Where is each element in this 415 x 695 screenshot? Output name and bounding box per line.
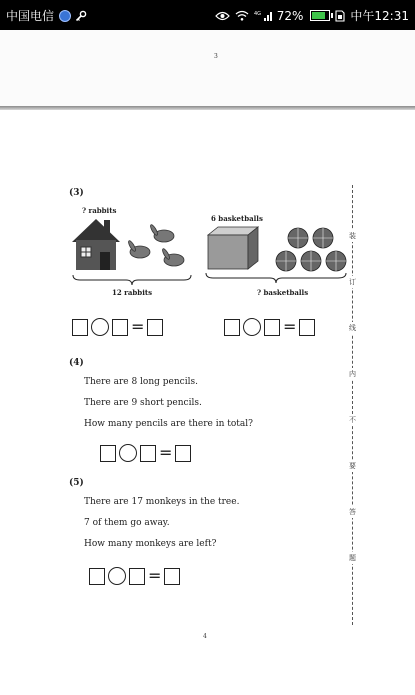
- q4-line-3: How many pencils are there in total?: [84, 419, 253, 429]
- q3-right-equation: [224, 318, 315, 336]
- equals-sign: =: [131, 317, 145, 336]
- q4-label: (4): [69, 358, 84, 368]
- carrier-name: 中国电信: [6, 9, 55, 23]
- margin-char: 线: [349, 324, 356, 332]
- q5-equation: [89, 567, 180, 585]
- answer-box[interactable]: [147, 319, 163, 336]
- operator-circle[interactable]: [108, 567, 126, 585]
- answer-box[interactable]: [100, 445, 116, 462]
- previous-page[interactable]: [0, 30, 415, 106]
- page-number-bottom: 4: [203, 633, 207, 640]
- house-icon: [68, 216, 124, 272]
- svg-text:4G: 4G: [253, 11, 261, 17]
- q4-line-1: There are 8 long pencils.: [84, 377, 198, 387]
- margin-char: 不: [349, 416, 356, 424]
- left-brace: [72, 274, 192, 286]
- status-bar: [0, 0, 415, 30]
- margin-char: 订: [349, 278, 356, 286]
- margin-char: 要: [349, 462, 356, 470]
- q4-line-2: There are 9 short pencils.: [84, 398, 202, 408]
- q5-line-3: How many monkeys are left?: [84, 539, 217, 549]
- equals-sign: =: [159, 443, 173, 462]
- margin-char: 答: [349, 508, 356, 516]
- q3-label: (3): [69, 188, 84, 198]
- answer-box[interactable]: [175, 445, 191, 462]
- clock: 中午12:31: [350, 9, 409, 23]
- answer-box[interactable]: [264, 319, 280, 336]
- q5-label: (5): [69, 478, 84, 488]
- hd-icon: [59, 10, 71, 22]
- operator-circle[interactable]: [119, 444, 137, 462]
- box-icon: [206, 225, 260, 271]
- answer-box[interactable]: [164, 568, 180, 585]
- margin-char: 内: [349, 370, 356, 378]
- q3-left-top-label: ? rabbits: [82, 206, 117, 215]
- basketballs-icon: [273, 226, 349, 274]
- q4-equation: [100, 444, 191, 462]
- answer-box[interactable]: [112, 319, 128, 336]
- equals-sign: =: [148, 566, 162, 585]
- signal-4g-icon: [254, 10, 272, 21]
- q3-left-equation: [72, 318, 163, 336]
- battery-percent: 72%: [276, 8, 304, 23]
- page-number-top: 3: [214, 53, 218, 60]
- q5-line-2: 7 of them go away.: [84, 518, 170, 528]
- margin-char: 装: [349, 232, 356, 240]
- key-icon: [75, 10, 87, 22]
- q3-right-top-label: 6 basketballs: [211, 214, 263, 223]
- margin-char: 题: [349, 554, 356, 562]
- battery-icon: [310, 10, 330, 21]
- operator-circle[interactable]: [91, 318, 109, 336]
- answer-box[interactable]: [129, 568, 145, 585]
- answer-box[interactable]: [224, 319, 240, 336]
- rabbits-icon: [128, 222, 190, 270]
- answer-box[interactable]: [140, 445, 156, 462]
- operator-circle[interactable]: [243, 318, 261, 336]
- q5-line-1: There are 17 monkeys in the tree.: [84, 497, 240, 507]
- wifi-icon: [235, 10, 249, 21]
- equals-sign: =: [283, 317, 297, 336]
- q3-left-bottom-label: 12 rabbits: [112, 288, 153, 297]
- eye-icon: [215, 11, 230, 21]
- right-brace: [205, 272, 347, 284]
- answer-box[interactable]: [72, 319, 88, 336]
- answer-box[interactable]: [89, 568, 105, 585]
- answer-box[interactable]: [299, 319, 315, 336]
- q3-right-bottom-label: ? basketballs: [257, 288, 309, 297]
- sim-icon: [335, 10, 345, 22]
